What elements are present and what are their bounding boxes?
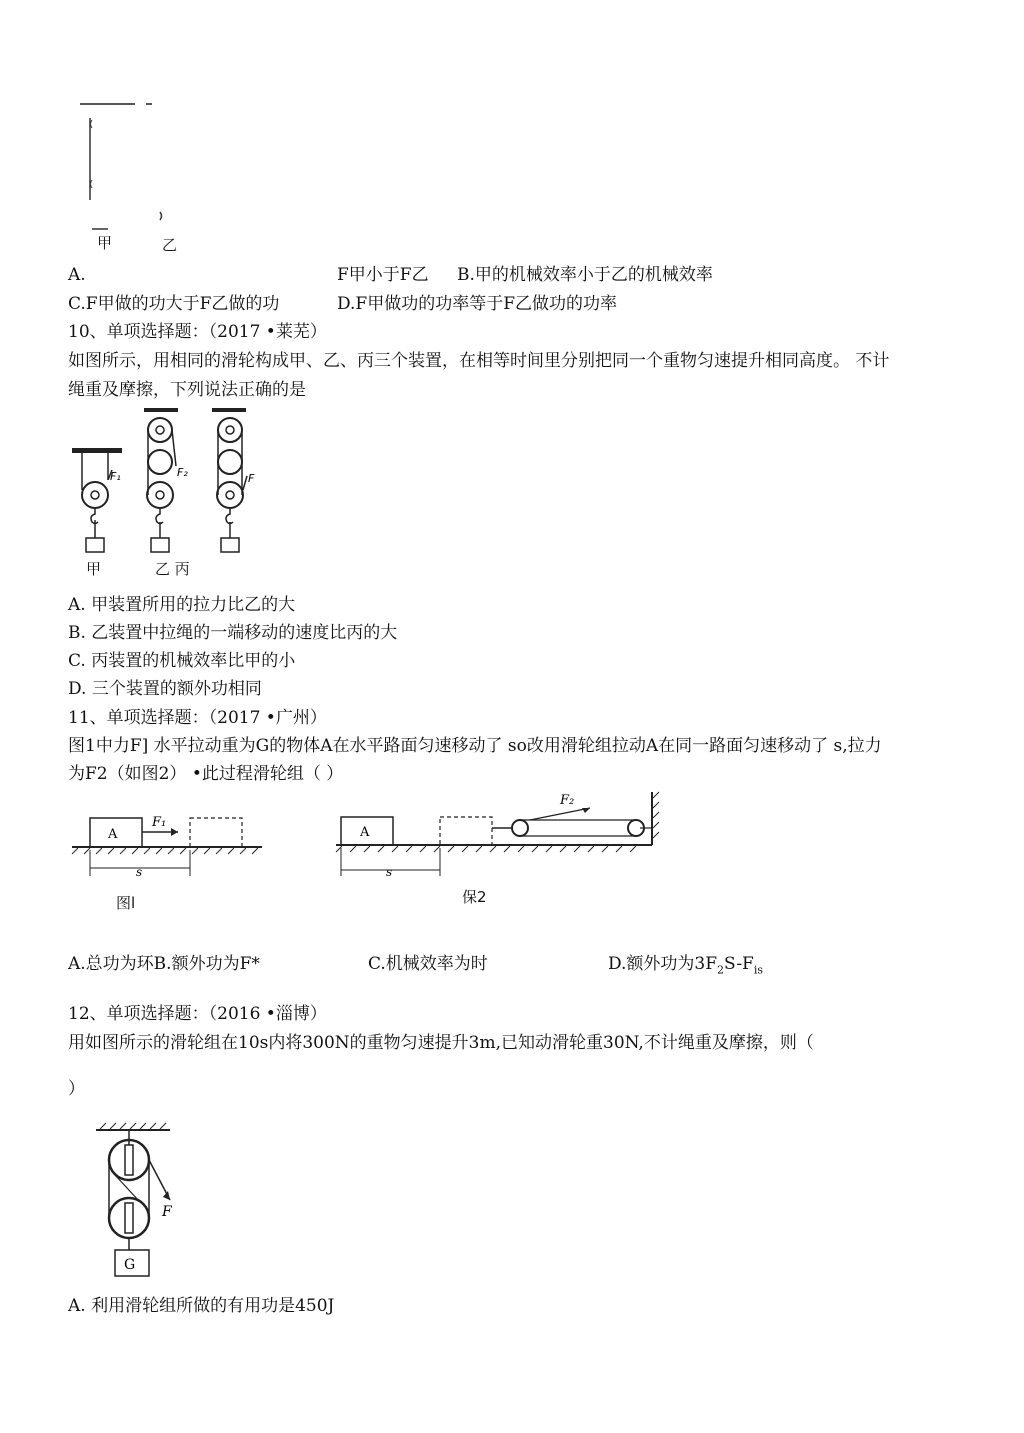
q11-stem-line1: 图1中力F] 水平拉动重为G的物体A在水平路面匀速移动了 so改用滑轮组拉动A在同一路面匀速移动了 s,拉力 xyxy=(68,736,882,756)
q12-pulley-figure xyxy=(0,1120,1024,1290)
q11-option-d-main: D.额外功为3F xyxy=(608,954,718,974)
q11-option-d xyxy=(608,953,763,981)
q9-option-b: B.甲的机械效率小于乙的机械效率 xyxy=(457,265,713,285)
q10-fig-f1: F₁ xyxy=(110,470,121,483)
q11-fig1-force: F₁ xyxy=(152,815,167,830)
q9-option-c: C.F甲做的功大于F乙做的功 xyxy=(68,294,280,314)
q11-option-a-b: A.总功为环B.额外功为F* xyxy=(68,954,260,974)
q11-option-d-mid: S-F xyxy=(724,954,754,974)
q9-fig-label-yi: 乙 xyxy=(162,236,178,254)
q12-fig-force: F xyxy=(162,1204,172,1220)
q10-option-a: A. 甲装置所用的拉力比乙的大 xyxy=(68,595,296,615)
q10-stem-line1: 如图所示，用相同的滑轮构成甲、乙、丙三个装置，在相等时间里分别把同一个重物匀速提升相同高度。 不计 xyxy=(68,351,890,371)
q11-fig1-caption: 图l xyxy=(116,894,136,912)
q11-option-d-sub2: is xyxy=(753,963,764,977)
q10-option-b: B. 乙装置中拉绳的一端移动的速度比丙的大 xyxy=(68,623,398,643)
q11-fig2-caption: 保2 xyxy=(462,888,487,906)
q11-header: 11、单项选择题：（2017 •广州） xyxy=(68,708,327,728)
q9-option-a-text: F甲小于F乙 xyxy=(337,265,429,285)
q11-option-c: C.机械效率为时 xyxy=(368,954,488,974)
q12-stem-line1: 用如图所示的滑轮组在10s内将300N的重物匀速提升3m,已知动滑轮重30N,不计绳重及摩擦，则（ xyxy=(68,1033,814,1053)
q9-option-a-prefix: A. xyxy=(68,265,86,285)
q9-fig-label-jia: 甲 xyxy=(97,234,113,252)
q11-fig2-block: A xyxy=(360,825,370,840)
q10-fig-label-jia: 甲 xyxy=(86,560,102,578)
q11-stem-line2: 为F2（如图2） •此过程滑轮组（ ） xyxy=(68,764,344,784)
q10-pulley-figure xyxy=(0,400,1024,580)
q10-stem-line2: 绳重及摩擦，下列说法正确的是 xyxy=(68,380,306,400)
q10-fig-f: F xyxy=(248,472,255,485)
q12-header: 12、单项选择题：（2016 •淄博） xyxy=(68,1004,327,1024)
q10-fig-f2: F₂ xyxy=(177,466,188,479)
q10-option-c: C. 丙装置的机械效率比甲的小 xyxy=(68,651,296,671)
q12-fig-weight: G xyxy=(124,1257,136,1273)
q9-option-d: D.F甲做功的功率等于F乙做功的功率 xyxy=(337,294,618,314)
q9-figure xyxy=(0,0,1024,260)
q12-stem-line2: ） xyxy=(68,1079,85,1099)
q10-fig-label-yi-bing: 乙 丙 xyxy=(155,560,190,578)
q11-fig2-dist: s xyxy=(386,865,393,879)
q11-fig2-force: F₂ xyxy=(560,793,575,808)
q11-figures xyxy=(0,790,1024,920)
q11-option-d-sub1: 2 xyxy=(717,963,725,977)
q10-header: 10、单项选择题：（2017 •莱芜） xyxy=(68,322,327,342)
q11-fig1-dist: s xyxy=(136,865,143,879)
q12-option-a: A. 利用滑轮组所做的有用功是450J xyxy=(68,1296,335,1316)
q10-option-d: D. 三个装置的额外功相同 xyxy=(68,679,262,699)
q11-fig1-block: A xyxy=(108,827,118,842)
